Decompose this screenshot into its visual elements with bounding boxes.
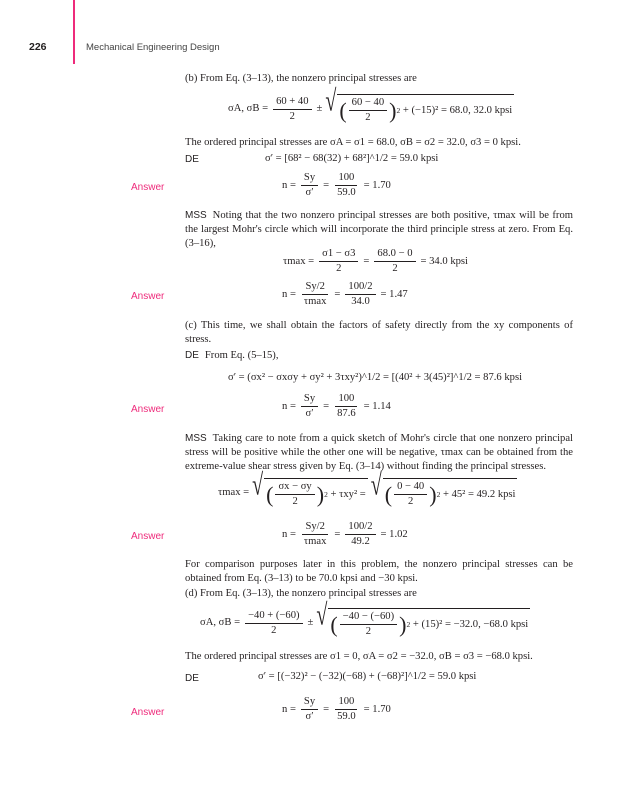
factor-of-safety-b2: n = $\frac{Sy/2}{\tau\max}$ = $\frac{100/2}{34.0}$ = 1.47 bbox=[282, 281, 408, 308]
answer-label: Answer bbox=[131, 291, 165, 302]
de-equation-d: σ′ = [(−32)² − (−32)(−68) + (−68)²]^1/2 = 59.0 kpsi bbox=[258, 671, 477, 682]
comparison-paragraph: For comparison purposes later in this problem, the nonzero principal stresses can be obtained from Eq. (3–13) to be 70.0 kpsi and −30 kpsi. bbox=[185, 559, 573, 584]
de-paragraph-c: DE From Eq. (5–15), bbox=[185, 350, 279, 361]
answer-label: Answer bbox=[131, 707, 165, 718]
factor-of-safety-b1: n = $\frac{Sy}{\sigma'}$ = $\frac{100}{59.0}$ = 1.70 bbox=[282, 172, 391, 199]
answer-label: Answer bbox=[131, 404, 165, 415]
running-header bbox=[0, 41, 626, 55]
mss-paragraph-c: MSS Taking care to note from a quick sketch of Mohr's circle that one nonzero principal stress will be positive while the other one will be negative, τmax can be obtained from the extreme-value shear stress given by Eq. (3–14) without finding the principal stresses. bbox=[185, 433, 573, 472]
answer-label: Answer bbox=[131, 182, 165, 193]
de-label: DE bbox=[185, 673, 199, 684]
part-d-intro: (d) From Eq. (3–13), the nonzero principal stresses are bbox=[185, 588, 417, 599]
page-number: 226 bbox=[29, 41, 47, 53]
ordered-stresses-d: The ordered principal stresses are σ1 = 0, σA = σ2 = −32.0, σB = σ3 = −68.0 kpsi. bbox=[185, 651, 533, 662]
de-equation-b: σ′ = [68² − 68(32) + 68²]^1/2 = 59.0 kpsi bbox=[265, 153, 439, 164]
tau-max-equation-c: τmax = √ ( $\frac{\sigma x - \sigma y}{2}$ ) 2 + τxy² = √ ( $\frac{0 - 40}{2}$ ) 2 + 45² = 49.2 kpsi bbox=[218, 468, 516, 508]
equation-principal-b: σA, σB = $\frac{60 + 40}{2}$ ± √ ( $\frac{60 - 40}{2}$ ) 2 + (−15)² = 68.0, 32.0 kpsi bbox=[228, 84, 513, 124]
factor-of-safety-d1: n = $\frac{Sy}{\sigma'}$ = $\frac{100}{59.0}$ = 1.70 bbox=[282, 696, 391, 723]
de-label: DE bbox=[185, 154, 199, 165]
factor-of-safety-c1: n = $\frac{Sy}{\sigma'}$ = $\frac{100}{87.6}$ = 1.14 bbox=[282, 393, 391, 420]
book-title: Mechanical Engineering Design bbox=[86, 42, 220, 53]
tau-max-equation-b: τmax = $\frac{\sigma 1 - \sigma 3}{2}$ = $\frac{68.0 - 0}{2}$ = 34.0 kpsi bbox=[283, 248, 468, 275]
de-equation-c: σ′ = (σx² − σxσy + σy² + 3τxy²)^1/2 = [(40² + 3(45)²]^1/2 = 87.6 kpsi bbox=[228, 372, 523, 383]
equation-principal-d: σA, σB = $\frac{-40 + (-60)}{2}$ ± √ ( $\frac{-40 - (-60)}{2}$ ) 2 + (15)² = −32.0, −68.0 kpsi bbox=[200, 598, 529, 638]
ordered-stresses-b: The ordered principal stresses are σA = σ1 = 68.0, σB = σ2 = 32.0, σ3 = 0 kpsi. bbox=[185, 137, 521, 148]
part-c-intro: (c) This time, we shall obtain the factors of safety directly from the xy components of stress. bbox=[185, 320, 573, 345]
mss-paragraph-b: MSS Noting that the two nonzero principal stresses are both positive, τmax will be from the largest Mohr's circle which will incorporate the third principle stress at zero. From Eq. (3–16), bbox=[185, 210, 573, 249]
part-b-intro: (b) From Eq. (3–13), the nonzero principal stresses are bbox=[185, 73, 417, 84]
factor-of-safety-c2: n = $\frac{Sy/2}{\tau\max}$ = $\frac{100/2}{49.2}$ = 1.02 bbox=[282, 521, 408, 548]
answer-label: Answer bbox=[131, 531, 165, 542]
